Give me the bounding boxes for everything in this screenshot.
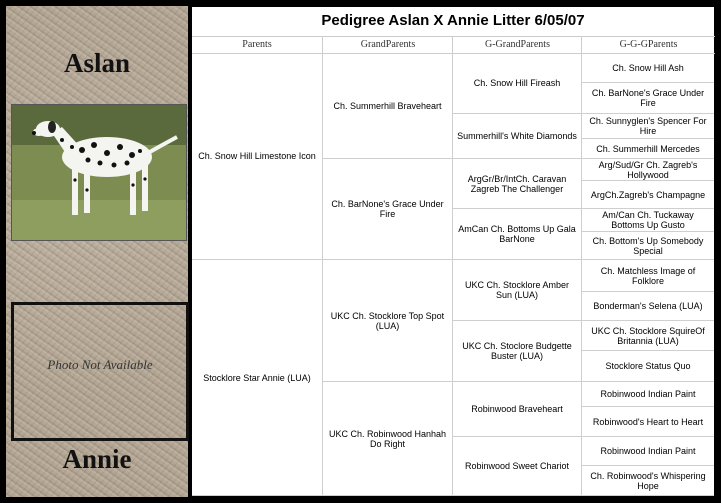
photo-sidebar — [6, 6, 188, 497]
great-great-grandparent-10: Bonderman's Selena (LUA) — [581, 292, 714, 321]
great-grandparent-3: ArgGr/Br/IntCh. Caravan Zagreb The Challenger — [452, 159, 581, 209]
great-great-grandparent-5: Arg/Sud/Gr Ch. Zagreb's Hollywood — [581, 159, 714, 181]
great-great-grandparent-2: Ch. BarNone's Grace Under Fire — [581, 83, 714, 114]
great-grandparent-5: UKC Ch. Stocklore Amber Sun (LUA) — [452, 260, 581, 321]
photo-not-available-text: Photo Not Available — [47, 357, 153, 372]
header-parents: Parents — [192, 36, 322, 54]
great-great-grandparent-12: Stocklore Status Quo — [581, 351, 714, 382]
great-grandparent-2: Summerhill's White Diamonds — [452, 114, 581, 159]
great-great-grandparent-11: UKC Ch. Stocklore SquireOf Britannia (LUA) — [581, 321, 714, 351]
sire-name: Aslan — [63, 48, 131, 78]
great-great-grandparent-15: Robinwood Indian Paint — [581, 437, 714, 466]
great-great-grandparent-14: Robinwood's Heart to Heart — [581, 407, 714, 437]
great-great-grandparent-16: Ch. Robinwood's Whispering Hope — [581, 466, 714, 496]
grandparent-3: UKC Ch. Stocklore Top Spot (LUA) — [322, 260, 452, 382]
pedigree-table — [192, 7, 714, 496]
great-great-grandparent-7: Am/Can Ch. Tuckaway Bottoms Up Gusto — [581, 209, 714, 232]
grandparent-1: Ch. Summerhill Braveheart — [322, 53, 452, 159]
great-grandparent-6: UKC Ch. Stoclore Budgette Buster (LUA) — [452, 321, 581, 382]
grandparent-4: UKC Ch. Robinwood Hanhah Do Right — [322, 382, 452, 496]
great-great-grandparent-13: Robinwood Indian Paint — [581, 382, 714, 407]
great-great-grandparent-6: ArgCh.Zagreb's Champagne — [581, 181, 714, 209]
header-g-grandparents: G-GrandParents — [452, 36, 582, 54]
great-great-grandparent-9: Ch. Matchless Image of Folklore — [581, 260, 714, 292]
grandparent-2: Ch. BarNone's Grace Under Fire — [322, 159, 452, 260]
great-grandparent-4: AmCan Ch. Bottoms Up Gala BarNone — [452, 209, 581, 260]
header-g-g-gparents: G-G-GParents — [581, 36, 715, 54]
header-grandparents: GrandParents — [322, 36, 453, 54]
great-grandparent-8: Robinwood Sweet Chariot — [452, 437, 581, 496]
parent-dam: Stocklore Star Annie (LUA) — [192, 260, 322, 496]
great-grandparent-7: Robinwood Braveheart — [452, 382, 581, 437]
sire-photo — [11, 104, 187, 241]
parent-sire: Ch. Snow Hill Limestone Icon — [192, 53, 322, 260]
great-great-grandparent-8: Ch. Bottom's Up Somebody Special — [581, 232, 714, 260]
great-great-grandparent-3: Ch. Sunnyglen's Spencer For Hire — [581, 114, 714, 139]
great-great-grandparent-4: Ch. Summerhill Mercedes — [581, 139, 714, 159]
dam-name: Annie — [62, 444, 132, 474]
dam-photo-placeholder — [11, 302, 189, 441]
great-great-grandparent-1: Ch. Snow Hill Ash — [581, 53, 714, 83]
dalmatian-image — [12, 105, 186, 240]
great-grandparent-1: Ch. Snow Hill Fireash — [452, 53, 581, 114]
page-title: Pedigree Aslan X Annie Litter 6/05/07 — [321, 12, 585, 29]
